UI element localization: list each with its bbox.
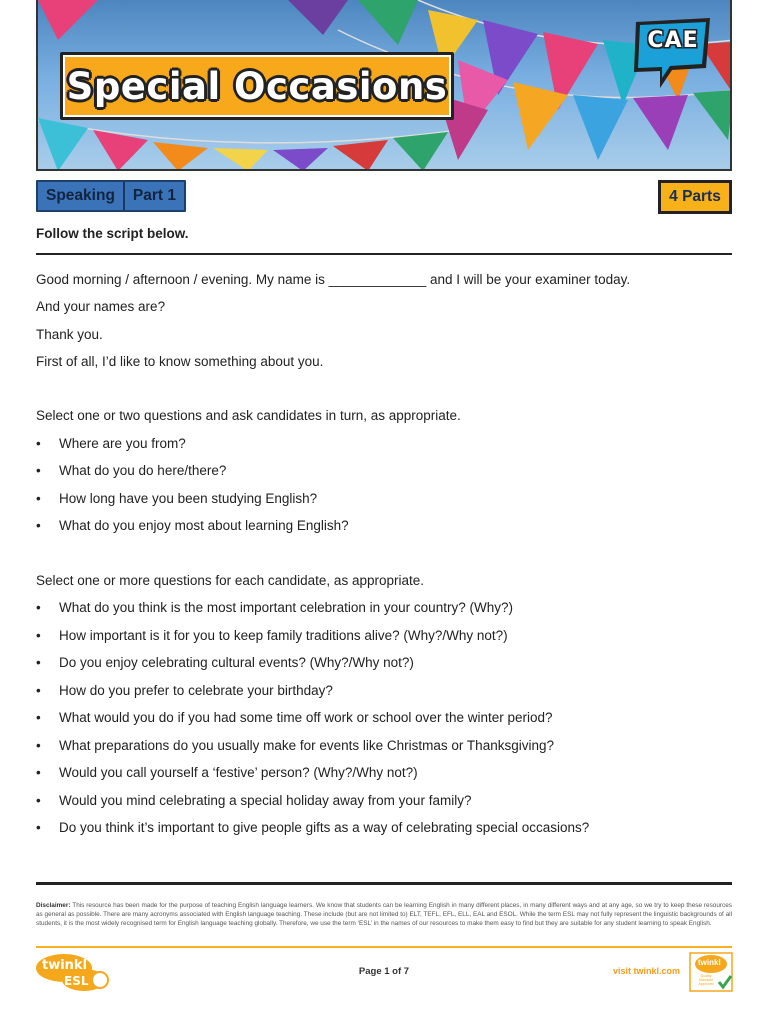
list-item: • Do you think it’s important to give people gifts as a way of celebrating special occasions? <box>36 820 590 836</box>
cae-badge <box>632 16 712 90</box>
list-item: • How do you prefer to celebrate your birthday? <box>36 682 333 698</box>
intro-line: And your names are? <box>36 299 166 315</box>
list-item: • Do you enjoy celebrating cultural events? (Why?/Why not?) <box>36 655 414 671</box>
disclaimer <box>36 901 732 928</box>
tab-part: Part 1 <box>125 182 184 210</box>
page-title: Special Occasions <box>66 64 448 108</box>
page-number: Page 1 of 7 <box>358 966 410 977</box>
parts-count-label: 4 Parts <box>661 183 729 211</box>
badge-brand: twinkl <box>698 958 721 967</box>
list-item: • What do you enjoy most about learning English? <box>36 518 349 534</box>
divider <box>36 253 732 255</box>
footer-accent-line <box>36 946 732 948</box>
intro-line: Good morning / afternoon / evening. My name is _____________ and I will be your examiner today. <box>36 272 631 287</box>
section-heading: Select one or more questions for each candidate, as appropriate. <box>36 573 424 589</box>
disclaimer-text: This resource has been made for the purpose of teaching English language learners. We know that students can be learning English in many different places, in many different ways and at any age, so we try to keep these resources as general as possible. There are many acronyms associated with English language teaching. These include (but are not limited to) ELT, TEFL, EFL, ELL, EAL and ESOL. While the term ESL may not fully represent the linguistic backgrounds of all students, it is the most widely recognised term for English language teaching globally. Therefore, we use the term ‘ESL’ in the names of our resources to make them easy to find but they are suitable for any student learning to speak English. <box>36 902 732 927</box>
list-item: • What do you think is the most important celebration in your country? (Why?) <box>36 600 513 616</box>
list-item: • What preparations do you usually make for events like Christmas or Thanksgiving? <box>36 737 554 753</box>
disclaimer-label: Disclaimer: <box>36 902 71 909</box>
header-banner <box>36 0 732 171</box>
list-item: • Would you mind celebrating a special holiday away from your family? <box>36 792 472 808</box>
level-label: CAE <box>647 28 699 53</box>
logo-brand: twinkl <box>42 958 88 973</box>
title-plate <box>60 52 454 120</box>
list-item: • What would you do if you had some time off work or school over the winter period? <box>36 710 553 726</box>
list-item: • What do you do here/there? <box>36 463 227 479</box>
footer-divider <box>36 882 732 885</box>
quality-badge <box>689 952 733 997</box>
logo-sub: ESL <box>64 974 89 988</box>
list-item: • Where are you from? <box>36 435 186 451</box>
parts-count-badge <box>658 180 732 214</box>
section-tabs <box>36 180 186 212</box>
intro-line: Thank you. <box>36 326 103 342</box>
list-item: • How important is it for you to keep family traditions alive? (Why?/Why not?) <box>36 627 508 643</box>
instruction-text: Follow the script below. <box>36 226 189 241</box>
intro-line: First of all, I’d like to know something about you. <box>36 353 324 369</box>
script-content <box>36 269 736 845</box>
list-item: • How long have you been studying English? <box>36 490 318 506</box>
section-heading: Select one or two questions and ask candidates in turn, as appropriate. <box>36 408 461 424</box>
badge-text: Quality Standard Approved <box>698 974 714 986</box>
tab-speaking: Speaking <box>38 182 125 210</box>
visit-link[interactable]: visit twinkl.com <box>612 966 680 976</box>
list-item: • Would you call yourself a ‘festive’ person? (Why?/Why not?) <box>36 765 418 781</box>
